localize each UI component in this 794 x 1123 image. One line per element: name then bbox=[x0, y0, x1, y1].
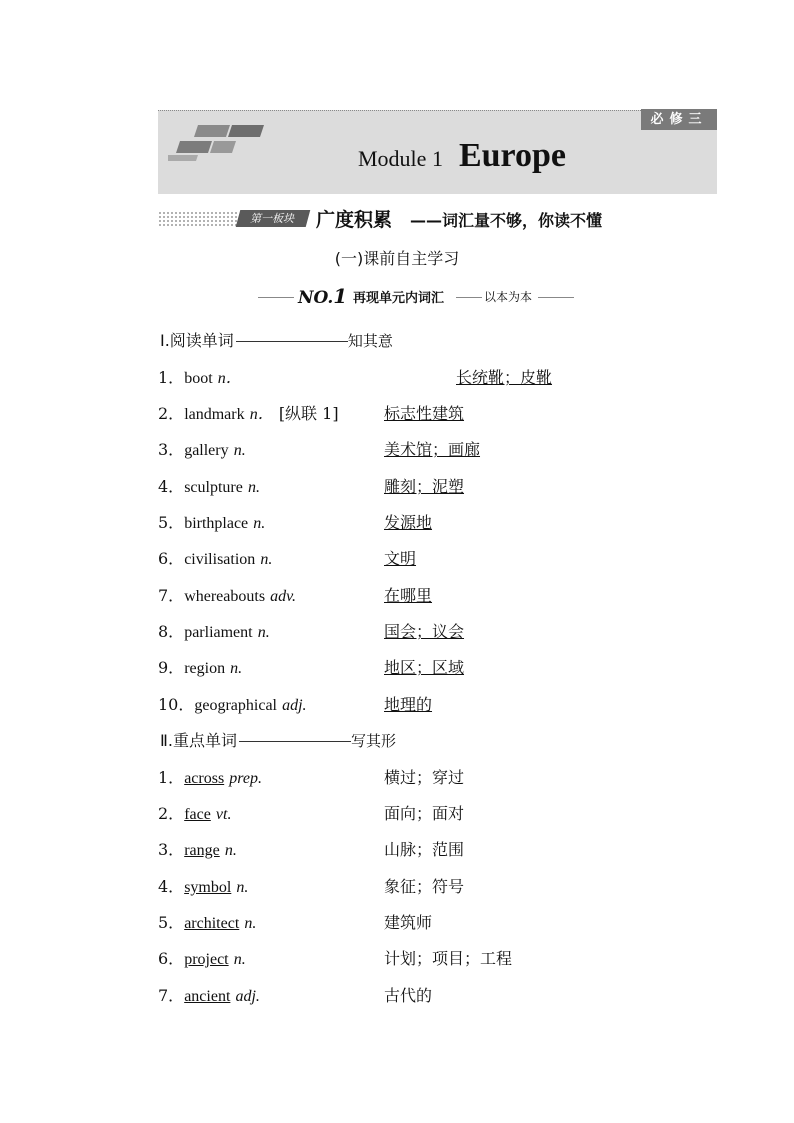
item-number: 2． bbox=[158, 804, 185, 823]
part-of-speech: n. bbox=[224, 842, 237, 859]
vocab-meaning: 计划；项目；工程 bbox=[384, 949, 513, 968]
no1-tail: 以本为本 bbox=[484, 290, 533, 304]
section-title: 广度积累 bbox=[316, 209, 393, 231]
vocab-meaning: 长统靴；皮靴 bbox=[456, 368, 553, 387]
vocab-row bbox=[158, 619, 270, 643]
vocab-row bbox=[158, 401, 339, 425]
section-subtitle: ——词汇量不够，你读不懂 bbox=[410, 211, 603, 230]
vocab-row bbox=[158, 910, 256, 934]
item-number: 3． bbox=[158, 840, 185, 859]
vocab-meaning: 文明 bbox=[384, 549, 417, 568]
vocab-meaning: 标志性建筑 bbox=[384, 404, 465, 423]
part-of-speech: n. bbox=[247, 479, 260, 496]
vocab-row bbox=[158, 474, 260, 498]
vocab-row bbox=[158, 765, 262, 789]
part2-heading: Ⅱ.重点单词 写其形 bbox=[160, 731, 396, 750]
item-number: 8． bbox=[158, 622, 185, 641]
part-of-speech: n. bbox=[236, 879, 249, 896]
vocab-row bbox=[158, 437, 246, 461]
vocab-word: gallery bbox=[184, 442, 229, 459]
vocab-word: across bbox=[184, 770, 225, 787]
vocab-row bbox=[158, 837, 237, 861]
section-label: 第一板块 bbox=[236, 210, 311, 227]
part-of-speech: n. bbox=[253, 515, 266, 532]
vocab-row bbox=[158, 946, 246, 970]
cross-reference: [纵联 1] bbox=[278, 404, 339, 423]
section-header bbox=[158, 207, 648, 233]
vocab-word: face bbox=[184, 806, 211, 823]
vocab-word: symbol bbox=[184, 879, 232, 896]
vocab-meaning: 在哪里 bbox=[384, 586, 433, 605]
item-number: 6． bbox=[158, 549, 185, 568]
vocab-row bbox=[158, 692, 307, 716]
book-tag: 必修三 bbox=[641, 109, 717, 130]
vocab-meaning: 古代的 bbox=[384, 986, 433, 1005]
module-label: Module 1 bbox=[358, 146, 443, 171]
vocab-meaning: 美术馆；画廊 bbox=[384, 440, 481, 459]
page-subtitle: (一)课前自主学习 bbox=[334, 249, 460, 268]
item-number: 4． bbox=[158, 877, 185, 896]
item-number: 4． bbox=[158, 477, 185, 496]
vocab-word: parliament bbox=[184, 624, 253, 641]
vocab-meaning: 国会；议会 bbox=[384, 622, 465, 641]
vocab-row bbox=[158, 365, 242, 389]
decorative-photos-icon bbox=[168, 123, 268, 163]
vocab-row bbox=[158, 510, 265, 534]
part-of-speech: n． bbox=[249, 406, 274, 423]
part-of-speech: vt. bbox=[215, 806, 232, 823]
part-of-speech: adj. bbox=[235, 988, 260, 1005]
vocab-row bbox=[158, 983, 260, 1007]
module-name: Europe bbox=[458, 137, 567, 174]
vocab-meaning: 发源地 bbox=[384, 513, 433, 532]
item-number: 2． bbox=[158, 404, 185, 423]
vocab-meaning: 山脉；范围 bbox=[384, 840, 465, 859]
no1-header bbox=[258, 286, 574, 308]
part-of-speech: n. bbox=[233, 951, 246, 968]
vocab-meaning: 地理的 bbox=[384, 695, 433, 714]
part-of-speech: n. bbox=[257, 624, 270, 641]
vocab-row bbox=[158, 546, 272, 570]
part-of-speech: n. bbox=[233, 442, 246, 459]
vocab-meaning: 横过；穿过 bbox=[384, 768, 465, 787]
part-of-speech: n． bbox=[217, 370, 242, 387]
vocab-meaning: 雕刻；泥塑 bbox=[384, 477, 465, 496]
vocab-word: boot bbox=[184, 370, 213, 387]
item-number: 5． bbox=[158, 913, 185, 932]
item-number: 5． bbox=[158, 513, 185, 532]
divider-mid bbox=[456, 297, 482, 298]
item-number: 10． bbox=[158, 695, 195, 714]
module-banner bbox=[158, 110, 717, 194]
part-of-speech: n. bbox=[230, 660, 243, 677]
vocab-word: birthplace bbox=[184, 515, 249, 532]
item-number: 7． bbox=[158, 586, 185, 605]
dotted-divider bbox=[158, 211, 238, 227]
no1-text: 再现单元内词汇 bbox=[353, 291, 445, 306]
vocab-word: architect bbox=[184, 915, 240, 932]
vocab-word: project bbox=[184, 951, 229, 968]
part-of-speech: prep. bbox=[229, 770, 262, 787]
vocab-word: sculpture bbox=[184, 479, 243, 496]
divider-right bbox=[538, 297, 574, 298]
item-number: 6． bbox=[158, 949, 185, 968]
part-of-speech: n. bbox=[260, 551, 273, 568]
vocab-word: landmark bbox=[184, 406, 245, 423]
part1-heading: Ⅰ.阅读单词 知其意 bbox=[160, 331, 393, 350]
item-number: 1． bbox=[158, 768, 185, 787]
vocab-meaning: 象征；符号 bbox=[384, 877, 465, 896]
vocab-row bbox=[158, 801, 231, 825]
part-of-speech: n. bbox=[244, 915, 257, 932]
item-number: 3． bbox=[158, 440, 185, 459]
item-number: 9． bbox=[158, 658, 185, 677]
vocab-word: civilisation bbox=[184, 551, 256, 568]
vocab-row bbox=[158, 874, 248, 898]
vocab-word: whereabouts bbox=[184, 588, 266, 605]
part-of-speech: adj. bbox=[282, 697, 307, 714]
item-number: 7． bbox=[158, 986, 185, 1005]
vocab-word: region bbox=[184, 660, 226, 677]
no-label: NO.1 bbox=[298, 284, 348, 308]
vocab-meaning: 地区；区域 bbox=[384, 658, 465, 677]
divider-left bbox=[258, 297, 294, 298]
vocab-word: range bbox=[184, 842, 220, 859]
part-of-speech: adv. bbox=[270, 588, 297, 605]
vocab-word: geographical bbox=[194, 697, 277, 714]
vocab-meaning: 建筑师 bbox=[384, 913, 433, 932]
vocab-meaning: 面向；面对 bbox=[384, 804, 465, 823]
module-title bbox=[358, 137, 566, 175]
item-number: 1． bbox=[158, 368, 185, 387]
vocab-row bbox=[158, 583, 296, 607]
vocab-row bbox=[158, 655, 242, 679]
vocab-word: ancient bbox=[184, 988, 231, 1005]
